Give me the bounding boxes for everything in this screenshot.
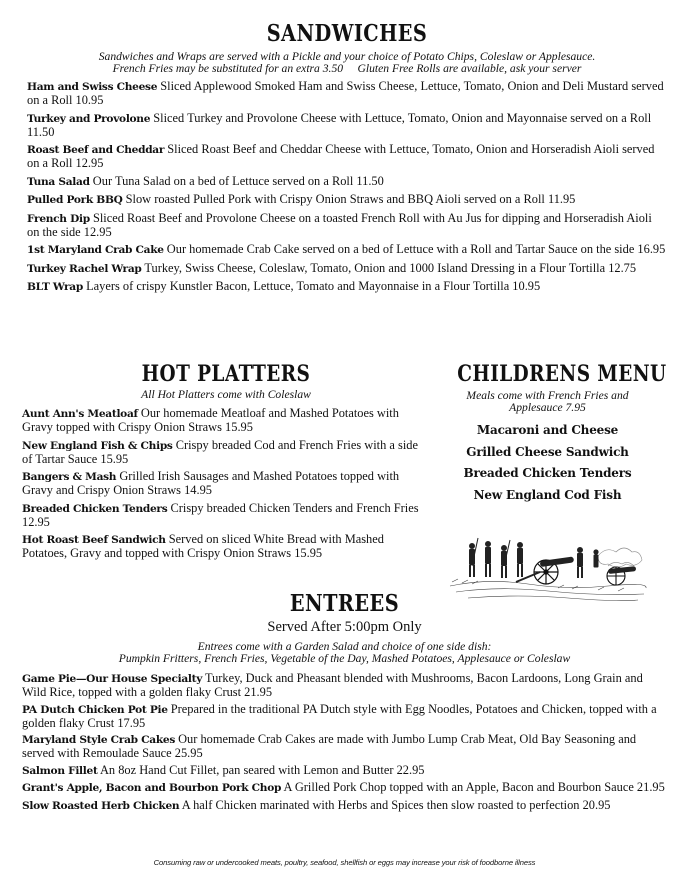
foodborne-illness-disclaimer: Consuming raw or undercooked meats, poultry, seafood, shellfish or eggs may increase your risk of foodborne illness xyxy=(153,858,536,867)
hot-platters-title: HOT PLATTERS xyxy=(141,361,311,387)
item-description: Slow roasted Pulled Pork with Crispy Onion Straws and BBQ Aioli served on a Roll 11.95 xyxy=(125,192,576,206)
item-name: Tuna Salad xyxy=(27,175,90,188)
menu-item xyxy=(27,280,667,294)
item-name: Roast Beef and Cheddar xyxy=(27,144,165,156)
childrens-menu-section xyxy=(440,361,667,604)
item-name: Ham and Swiss Cheese xyxy=(27,81,158,93)
sandwich-list xyxy=(27,80,667,294)
item-description: A half Chicken marinated with Herbs and Spices then slow roasted to perfection 20.95 xyxy=(181,797,611,812)
menu-item xyxy=(27,80,667,107)
item-description: Prepared in the traditional PA Dutch style with Egg Noodles, Potatoes and Chicken, topped with a golden flaky Crust 17.95 xyxy=(22,701,657,730)
entrees-served-after: Served After 5:00pm Only xyxy=(267,619,422,635)
entrees-note-line: Pumpkin Fritters, French Fries, Vegetable of the Day, Mashed Potatoes, Applesauce or Coleslaw xyxy=(118,652,571,665)
menu-item xyxy=(22,703,667,730)
item-description: Served on sliced White Bread with Mashed Potatoes, Gravy and topped with Crispy Onion Straws 15.95 xyxy=(22,532,384,560)
kids-menu-item: Macaroni and Cheese xyxy=(476,423,619,437)
hot-platters-section xyxy=(22,363,430,565)
item-description: Our Tuna Salad on a bed of Lettuce served on a Roll 11.50 xyxy=(92,173,384,188)
item-name: Turkey and Provolone xyxy=(27,112,151,125)
sandwiches-note-line: Sandwiches and Wraps are served with a Pickle and your choice of Potato Chips, Coleslaw or Applesauce. xyxy=(98,50,596,63)
item-name: PA Dutch Chicken Pot Pie xyxy=(22,703,168,716)
item-description: Sliced Roast Beef and Cheddar Cheese with Lettuce, Tomato, Onion and Horseradish Aioli served on a Roll 12.95 xyxy=(27,142,655,170)
menu-item xyxy=(27,193,667,207)
item-name: Maryland Style Crab Cakes xyxy=(22,734,175,746)
childrens-menu-note: Meals come with French Fries and Applesauce 7.95 xyxy=(466,389,629,414)
item-name: Turkey Rachel Wrap xyxy=(27,262,142,275)
sandwiches-section xyxy=(27,22,667,299)
item-description: A Grilled Pork Chop topped with an Apple, Bacon and Bourbon Sauce 21.95 xyxy=(283,780,665,794)
menu-item xyxy=(27,143,667,170)
item-description: Sliced Applewood Smoked Ham and Swiss Cheese, Lettuce, Tomato, Onion and Deli Mustard served on a Roll 10.95 xyxy=(27,79,664,107)
menu-item xyxy=(22,672,667,699)
menu-item xyxy=(27,262,667,276)
kids-menu-item: Grilled Cheese Sandwich xyxy=(466,444,629,459)
sandwiches-note-line: French Fries may be substituted for an extra 3.50 Gluten Free Rolls are available, ask your server xyxy=(112,62,582,75)
item-description: Our homemade Meatloaf and Mashed Potatoes with Gravy topped with Crispy Onion Straws 15.95 xyxy=(22,406,399,434)
kids-menu-item: New England Cod Fish xyxy=(473,487,622,502)
menu-item xyxy=(22,533,430,560)
item-description: Crispy breaded Cod and French Fries with a side of Tartar Sauce 15.95 xyxy=(22,437,418,466)
item-name: Salmon Fillet xyxy=(22,764,98,777)
item-description: Our homemade Crab Cakes are made with Jumbo Lump Crab Meat, Old Bay Seasoning and served with Remoulade Sauce 25.95 xyxy=(22,732,637,760)
item-name: Breaded Chicken Tenders xyxy=(22,502,168,515)
item-name: French Dip xyxy=(27,212,90,225)
entrees-note xyxy=(22,641,667,665)
entrees-section xyxy=(22,592,667,816)
menu-item xyxy=(27,243,667,257)
item-description: Our homemade Crab Cake served on a bed of Lettuce with a Roll and Tartar Sauce on the side 16.95 xyxy=(166,242,666,256)
item-description: Crispy breaded Chicken Tenders and French Fries 12.95 xyxy=(22,500,419,529)
menu-item xyxy=(27,212,667,239)
item-name: Slow Roasted Herb Chicken xyxy=(22,799,180,812)
menu-item xyxy=(22,764,667,778)
civil-war-cannon-illustration xyxy=(448,516,648,604)
menu-item xyxy=(22,799,667,813)
entrees-title: ENTREES xyxy=(289,590,400,617)
menu-item xyxy=(22,407,430,434)
item-name: Aunt Ann's Meatloaf xyxy=(22,408,138,420)
kids-menu-item: Breaded Chicken Tenders xyxy=(463,466,632,480)
menu-item xyxy=(22,781,667,795)
hot-platters-note: All Hot Platters come with Coleslaw xyxy=(141,388,311,401)
sandwiches-title: SANDWICHES xyxy=(266,20,428,47)
item-name: Game Pie—Our House Specialty xyxy=(22,673,203,685)
item-name: Hot Roast Beef Sandwich xyxy=(22,534,166,546)
item-name: Grant's Apple, Bacon and Bourbon Pork Chop xyxy=(22,782,282,794)
menu-item xyxy=(22,470,430,497)
item-description: An 8oz Hand Cut Fillet, pan seared with Lemon and Butter 22.95 xyxy=(99,762,425,777)
item-name: BLT Wrap xyxy=(27,281,83,293)
item-description: Turkey, Duck and Pheasant blended with Mushrooms, Bacon Lardoons, Long Grain and Wild Rice, topped with a golden flaky Crust 21.95 xyxy=(22,671,643,699)
menu-item xyxy=(27,175,667,189)
item-name: 1st Maryland Crab Cake xyxy=(27,244,164,256)
item-description: Grilled Irish Sausages and Mashed Potatoes topped with Gravy and Crispy Onion Straws 14.95 xyxy=(22,469,400,497)
childrens-menu-title: CHILDRENS MENU xyxy=(457,361,667,387)
entrees-note-line: Entrees come with a Garden Salad and choice of one side dish: xyxy=(197,640,492,653)
hot-platter-list xyxy=(22,407,430,560)
item-description: Turkey, Swiss Cheese, Coleslaw, Tomato, Onion and 1000 Island Dressing in a Flour Tortilla 12.75 xyxy=(144,260,637,275)
menu-item xyxy=(27,112,667,139)
menu-item xyxy=(22,733,667,760)
menu-item xyxy=(22,502,430,529)
item-name: Pulled Pork BBQ xyxy=(27,194,123,206)
entree-list xyxy=(22,672,667,813)
item-description: Sliced Roast Beef and Provolone Cheese on a toasted French Roll with Au Jus for dipping and Horseradish Aioli on the side 12.95 xyxy=(27,210,652,239)
sandwiches-note xyxy=(27,51,667,75)
item-description: Sliced Turkey and Provolone Cheese with Lettuce, Tomato, Onion and Mayonnaise served on a Roll 11.50 xyxy=(27,110,652,139)
item-description: Layers of crispy Kunstler Bacon, Lettuce, Tomato and Mayonnaise in a Flour Tortilla 10.95 xyxy=(86,279,541,293)
item-name: New England Fish & Chips xyxy=(22,439,173,452)
menu-item xyxy=(22,439,430,466)
item-name: Bangers & Mash xyxy=(22,471,117,483)
